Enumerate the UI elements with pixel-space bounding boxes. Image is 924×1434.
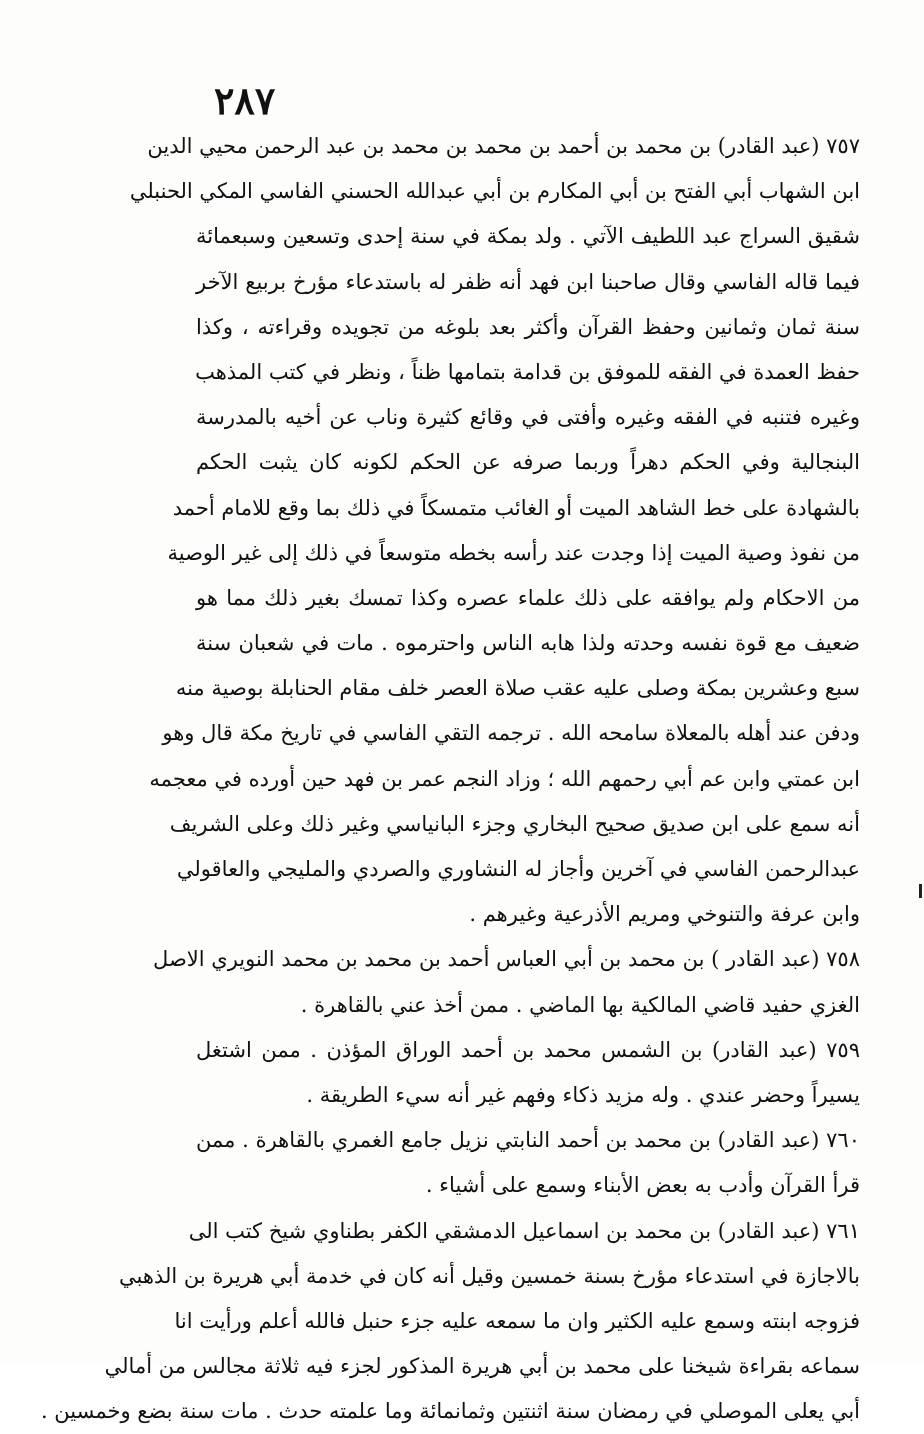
text-line: قرأ القرآن وأدب به بعض الأبناء وسمع على أشياء . [425, 1173, 860, 1198]
scan-edge-mark [919, 884, 922, 898]
text-line: سبع وعشرين بمكة وصلى عليه عقب صلاة العصر خلف مقام الحنابلة بوصية منه [175, 676, 860, 701]
page-number: ٢٨٧ [214, 78, 276, 123]
text-line: ابن الشهاب أبي الفتح بن أبي المكارم بن أبي عبدالله الحسني الفاسي المكي الحنبلي [129, 179, 860, 204]
text-line: وابن عرفة والتنوخي ومريم الأذرعية وغيرهم . [469, 902, 860, 927]
text-line: ٧٦٠ (عبد القادر) بن محمد بن أحمد النابتي نزيل جامع الغمري بالقاهرة . ممن [196, 1128, 860, 1153]
text-line: من نفوذ وصية الميت إذا وجدت عند رأسه بخطه متوسعاً في ذلك إلى غير الوصية [167, 540, 860, 565]
text-line: البنجالية وفي الحكم دهراً وربما صرفه عن الحكم لكونه كان يثبت الحكم [196, 450, 860, 475]
text-line: وغيره فتنبه في الفقه وغيره وأفتى في وقائع كثيرة وناب عن أخيه بالمدرسة [196, 405, 860, 430]
text-line: ضعيف مع قوة نفسه وحدته ولذا هابه الناس واحترموه . مات في شعبان سنة [196, 631, 860, 656]
text-line: عبدالرحمن الفاسي في آخرين وأجاز له النشاوري والصردي والمليجي والعاقولي [176, 857, 860, 881]
text-line: فيما قاله الفاسي وقال صاحبنا ابن فهد أنه ظفر له باستدعاء مؤرخ بربيع الآخر [196, 269, 860, 294]
text-line: ٧٦١ (عبد القادر) بن محمد بن اسماعيل الدمشقي الكفر بطناوي شيخ كتب الى [188, 1218, 860, 1243]
text-line: ٧٥٨ (عبد القادر ) بن محمد بن أبي العباس أحمد بن محمد بن محمد النويري الاصل [153, 947, 860, 972]
text-line: سماعه بقراءة شيخنا على محمد بن أبي هريرة المذكور لجزء فيه ثلاثة مجالس من أمالي [104, 1354, 860, 1379]
text-line: حفظ العمدة في الفقه للموفق بن قدامة بتمامها ظناً ، ونظر في كتب المذهب [195, 359, 860, 384]
text-line: من الاحكام ولم يوافقه على ذلك علماء عصره وكذا تمسك بغير ذلك مما هو [196, 585, 860, 610]
text-line: شقيق السراج عبد اللطيف الآتي . ولد بمكة في سنة إحدى وتسعين وسبعمائة [196, 224, 860, 249]
text-line: ابن عمتي وابن عم أبي رحمهم الله ؛ وزاد النجم عمر بن فهد حين أورده في معجمه [149, 766, 860, 791]
text-line: بالاجازة في استدعاء مؤرخ بسنة خمسين وقيل أنه كان في خدمة أبي هريرة بن الذهبي [119, 1263, 860, 1288]
text-line: الغزي حفيد قاضي المالكية بها الماضي . ممن أخذ عني بالقاهرة . [300, 992, 860, 1017]
text-line: فزوجه ابنته وسمع عليه الكثير وان ما سمعه عليه جزء حنبل فالله أعلم ورأيت انا [174, 1308, 860, 1333]
page-body-text [40, 124, 860, 1434]
text-line: سنة ثمان وثمانين وحفظ القرآن وأكثر بعد بلوغه من تجويده وقراءته ، وكذا [196, 314, 860, 339]
text-line: ودفن عند أهله بالمعلاة سامحه الله . ترجمه التقي الفاسي في تاريخ مكة قال وهو [162, 721, 860, 746]
text-line: ٧٥٧ (عبد القادر) بن محمد بن أحمد بن محمد بن محمد بن عبد الرحمن محيي الدين [147, 134, 860, 158]
text-line: أبي يعلى الموصلي في رمضان سنة اثنتين وثمانمائة وما علمته حدث . مات سنة بضع وخمسين . [40, 1399, 860, 1424]
text-line: أنه سمع على ابن صديق صحيح البخاري وجزء البانياسي وغير ذلك وعلى الشريف [169, 811, 860, 836]
text-line: بالشهادة على خط الشاهد الميت أو الغائب متمسكاً في ذلك بما وقع للامام أحمد [172, 495, 860, 520]
text-line: ٧٥٩ (عبد القادر) بن الشمس محمد بن أحمد الوراق المؤذن . ممن اشتغل [196, 1037, 860, 1062]
text-line: يسيراً وحضر عندي . وله مزيد ذكاء وفهم غير أنه سيء الطريقة . [306, 1082, 860, 1107]
